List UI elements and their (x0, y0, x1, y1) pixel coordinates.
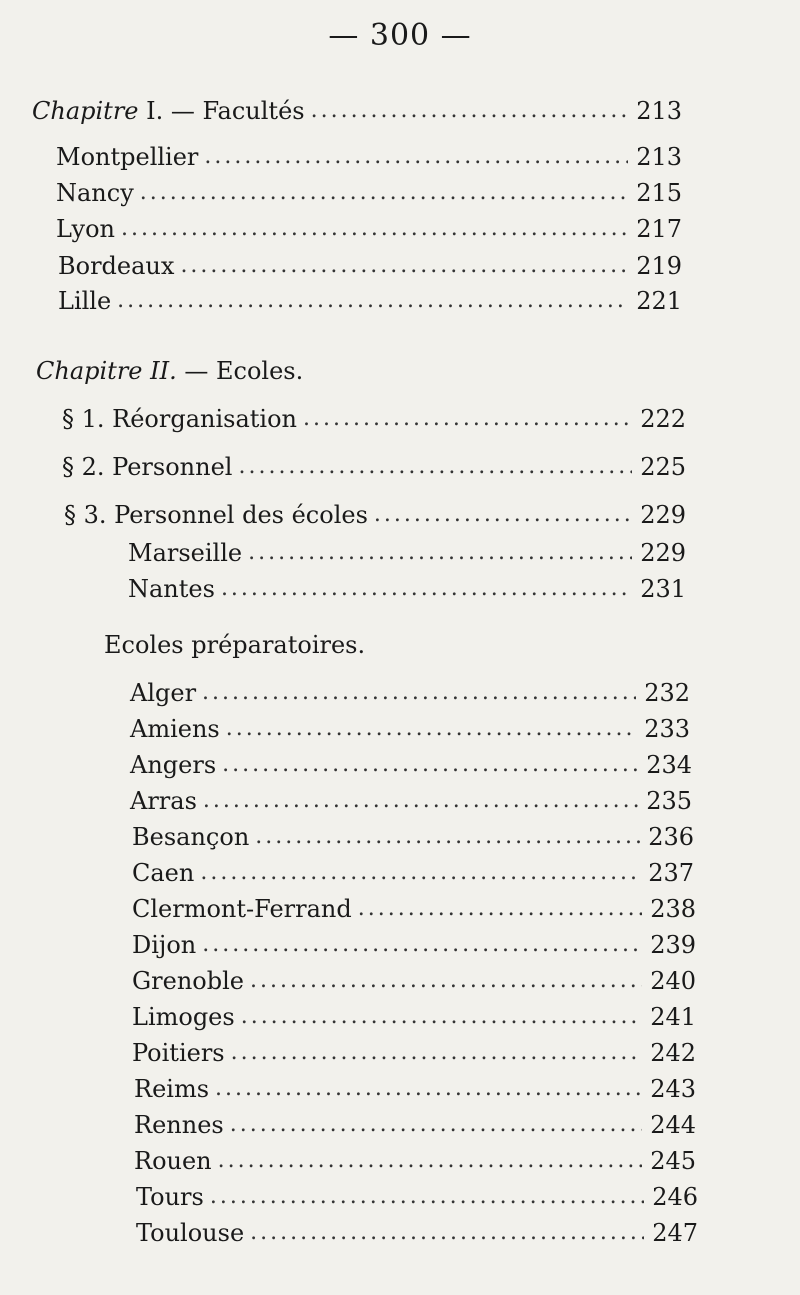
dot-leader (221, 574, 632, 604)
toc-entry-label: Clermont-Ferrand (132, 895, 352, 923)
toc-entry (130, 746, 692, 780)
toc-entry-page: 217 (636, 215, 682, 243)
dot-leader (303, 404, 632, 434)
toc-entry (132, 854, 694, 888)
toc-entry (132, 962, 696, 996)
toc-entry-page: 219 (636, 252, 682, 280)
section-label: § 3. Personnel des écoles (64, 501, 368, 529)
toc-entry-label: Dijon (132, 931, 197, 959)
toc-entry-label: Angers (130, 751, 217, 779)
toc-entry (56, 174, 682, 208)
toc-entry-label: Poitiers (132, 1039, 225, 1067)
toc-entry (58, 247, 682, 281)
toc-entry-label: Toulouse (136, 1219, 245, 1247)
toc-entry-label: Nancy (56, 179, 134, 207)
toc-entry-page: 236 (648, 823, 694, 851)
dot-leader (202, 678, 636, 708)
toc-entry (128, 534, 686, 568)
toc-entry (134, 1070, 696, 1104)
dot-leader (238, 452, 632, 482)
section-page: 225 (640, 453, 686, 481)
dot-leader (140, 178, 628, 208)
toc-entry-label: Besançon (132, 823, 250, 851)
toc-entry-page: 221 (636, 287, 682, 315)
toc-entry-page: 235 (646, 787, 692, 815)
dot-leader (374, 500, 632, 530)
dot-leader (248, 538, 632, 568)
toc-entry-page: 231 (640, 575, 686, 603)
toc-entry (130, 782, 692, 816)
toc-entry-label: Lyon (56, 215, 115, 243)
toc-entry-label: Caen (132, 859, 195, 887)
dot-leader (222, 750, 638, 780)
chapter-2-prefix: Chapitre II. (36, 357, 177, 385)
dot-leader (311, 96, 628, 126)
toc-entry-label: Reims (134, 1075, 210, 1103)
prep-schools-heading: Ecoles préparatoires. (104, 631, 366, 659)
toc-entry-page: 242 (650, 1039, 696, 1067)
section-label: § 1. Réorganisation (62, 405, 298, 433)
toc-entry-label: Rouen (134, 1147, 212, 1175)
page-number: — 300 — (328, 18, 472, 53)
toc-entry-label: Limoges (132, 1003, 235, 1031)
chapter-1-roman: I. (146, 97, 164, 125)
chapter-2-title (36, 356, 303, 386)
section-page: 222 (640, 405, 686, 433)
toc-entry-label: Lille (58, 287, 112, 315)
chapter-1-heading: — Facultés (170, 97, 305, 125)
dot-leader (210, 1182, 644, 1212)
dot-leader (231, 1038, 642, 1068)
toc-entry-label: Nantes (128, 575, 215, 603)
toc-entry-page: 243 (650, 1075, 696, 1103)
dot-leader (203, 786, 638, 816)
toc-entry-page: 234 (646, 751, 692, 779)
dot-leader (358, 894, 642, 924)
toc-entry-page: 241 (650, 1003, 696, 1031)
toc-entry-page: 237 (648, 859, 694, 887)
toc-entry (56, 210, 682, 244)
dot-leader (204, 142, 628, 172)
toc-entry-label: Marseille (128, 539, 243, 567)
dot-leader (241, 1002, 642, 1032)
section-page: 229 (640, 501, 686, 529)
dot-leader (250, 966, 642, 996)
toc-entry-page: 238 (650, 895, 696, 923)
dot-leader (255, 822, 640, 852)
toc-entry-label: Rennes (134, 1111, 224, 1139)
toc-entry-label: Grenoble (132, 967, 244, 995)
toc-entry-page: 229 (640, 539, 686, 567)
dot-leader (215, 1074, 642, 1104)
toc-entry (132, 1034, 696, 1068)
toc-entry-page: 232 (644, 679, 690, 707)
toc-entry (136, 1178, 698, 1212)
toc-entry (132, 926, 696, 960)
dot-leader (218, 1146, 642, 1176)
dot-leader (117, 286, 628, 316)
dot-leader (226, 714, 636, 744)
section-entry (62, 448, 686, 482)
toc-entry-page: 246 (652, 1183, 698, 1211)
section-label: § 2. Personnel (62, 453, 233, 481)
toc-entry-label: Alger (130, 679, 197, 707)
chapter-2-heading: — Ecoles. (184, 357, 304, 385)
toc-entry-page: 247 (652, 1219, 698, 1247)
chapter-1-title (32, 96, 305, 126)
toc-entry-label: Amiens (130, 715, 220, 743)
toc-entry (132, 890, 696, 924)
toc-entry-page: 233 (644, 715, 690, 743)
toc-entry-page: 213 (636, 143, 682, 171)
toc-entry-page: 244 (650, 1111, 696, 1139)
section-entry (62, 400, 686, 434)
toc-entry-page: 215 (636, 179, 682, 207)
dot-leader (121, 214, 628, 244)
toc-entry (134, 1142, 696, 1176)
toc-entry (56, 138, 682, 172)
toc-entry (130, 674, 690, 708)
toc-entry-page: 240 (650, 967, 696, 995)
chapter-1-page: 213 (636, 97, 682, 125)
toc-entry-label: Arras (130, 787, 197, 815)
toc-entry (130, 710, 690, 744)
dot-leader (200, 858, 640, 888)
dot-leader (202, 930, 642, 960)
chapter-1-line (32, 92, 682, 126)
toc-entry (132, 998, 696, 1032)
toc-entry-page: 239 (650, 931, 696, 959)
toc-entry (132, 818, 694, 852)
toc-entry-label: Tours (136, 1183, 204, 1211)
toc-entry-label: Montpellier (56, 143, 199, 171)
toc-entry-label: Bordeaux (58, 252, 175, 280)
dot-leader (250, 1218, 644, 1248)
section-entry (64, 496, 686, 530)
toc-entry (136, 1214, 698, 1248)
toc-entry (128, 570, 686, 604)
chapter-1-prefix: Chapitre (32, 97, 139, 125)
toc-entry-page: 245 (650, 1147, 696, 1175)
dot-leader (180, 251, 628, 281)
dot-leader (230, 1110, 642, 1140)
toc-entry (58, 282, 682, 316)
toc-entry (134, 1106, 696, 1140)
